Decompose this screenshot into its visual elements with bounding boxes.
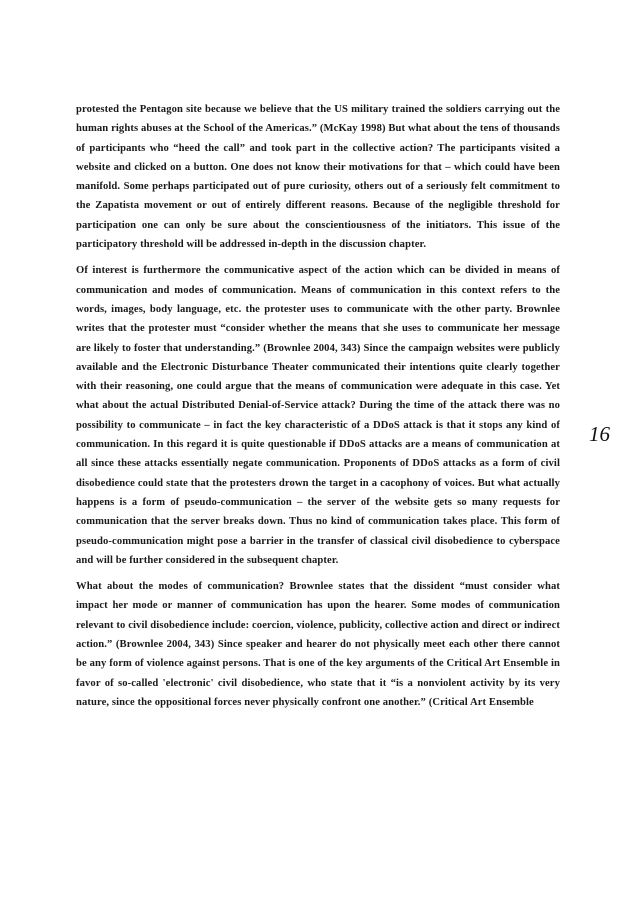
paragraph-1: protested the Pentagon site because we believe that the US military trained the soldiers carrying out the human rights abuses at the School of the Americas.” (McKay 1998) But what about the tens of thousands of participants who “heed the call” and took part in the collective action? The participants visited a website and clicked on a button. One does not know their motivations for that – which could have been manifold. Some perhaps participated out of pure curiosity, others out of a seriously felt commitment to the Zapatista movement or out of entirely different reasons. Because of the negligible threshold for participation one can only be sure about the conscientiousness of the initiators. This issue of the participatory threshold will be addressed in-depth in the discussion chapter. xyxy=(76,104,560,251)
paragraph-2: Of interest is furthermore the communicative aspect of the action which can be divided in means of communication and modes of communication. Means of communication in this context refers to the words, images, body language, etc. the protester uses to communicate with the other party. Brownlee writes that the protester must “consider whether the means that she uses to communicate her message are likely to foster that understanding.” (Brownlee 2004, 343) Since the campaign websites were publicly available and the Electronic Disturbance Theater communicated their intentions quite clearly together with their reasoning, one could argue that the means of communication were adequate in this case. Yet what about the actual Distributed Denial-of-Service attack? During the time of the attack there was no possibility to communicate – in fact the key characteristic of a DDoS attack is that it stops any kind of communication. In this regard it is quite questionable if DDoS attacks are a means of communication at all since these attacks essentially negate communication. Proponents of DDoS attacks as a form of civil disobedience could state that the protesters drown the target in a cacophony of voices. But what actually happens is a form of pseudo-communication – the server of the website gets so many requests for communication that the server breaks down. Thus no kind of communication takes place. This form of pseudo-communication might pose a barrier in the transfer of classical civil disobedience to cyberspace and will be further considered in the subsequent chapter. xyxy=(76,265,560,566)
paragraph-3: What about the modes of communication? Brownlee states that the dissident “must consider what impact her mode or manner of communication has upon the hearer. Some modes of communication relevant to civil disobedience include: coercion, violence, publicity, collective action and direct or indirect action.” (Brownlee 2004, 343) Since speaker and hearer do not physically meet each other there cannot be any form of violence against persons. That is one of the key arguments of the Critical Art Ensemble in favor of so-called 'electronic' civil disobedience, who state that it “is a nonviolent activity by its very nature, since the oppositional forces never physically confront one another.” (Critical Art Ensemble xyxy=(76,581,560,708)
page-number: 16 xyxy=(589,422,610,446)
body-text xyxy=(76,100,560,719)
